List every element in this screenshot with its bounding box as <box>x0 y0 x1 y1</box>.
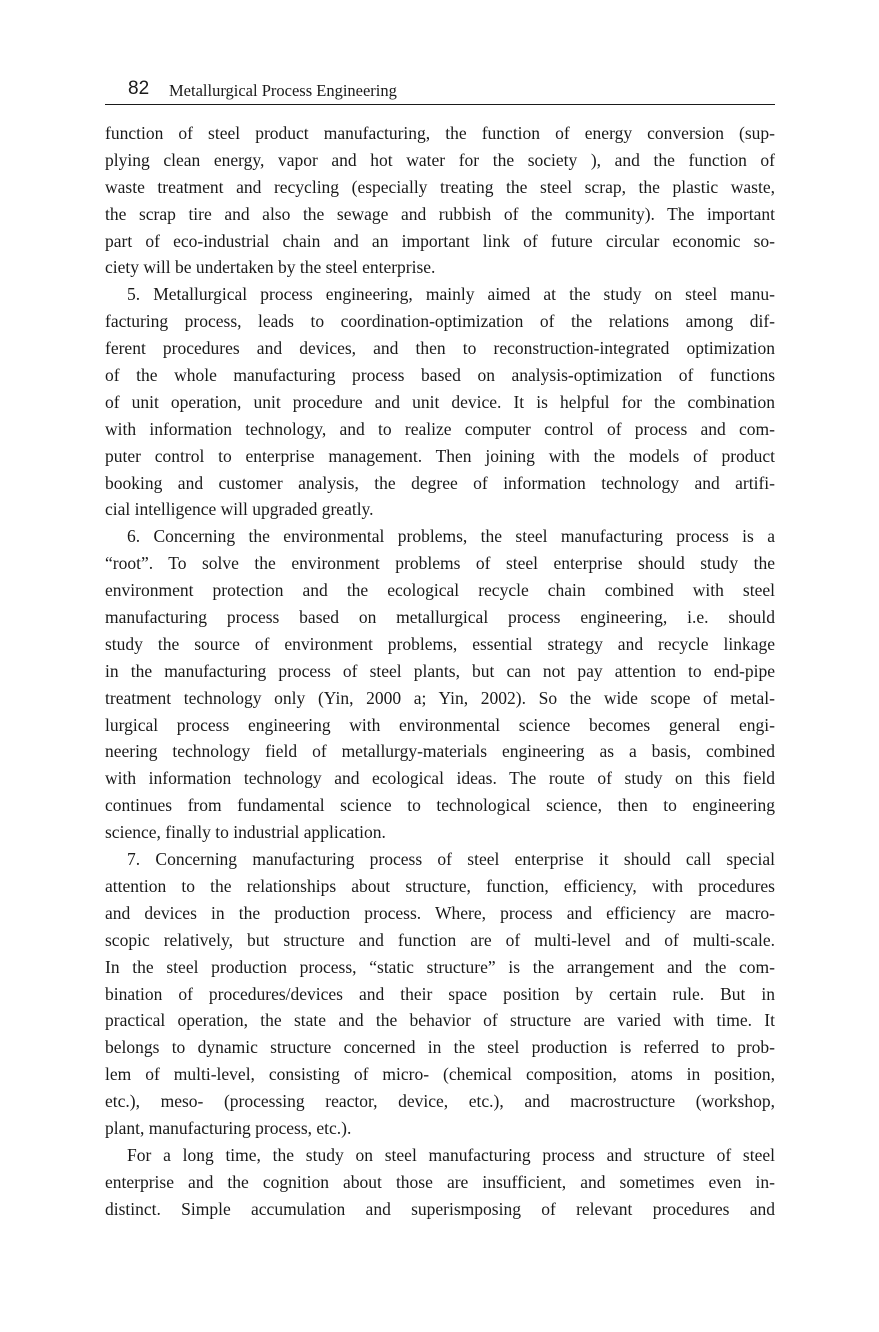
paragraph <box>105 846 775 1142</box>
text-line: with information technology, and to realize computer control of process and com- <box>105 418 775 439</box>
text-line: science, finally to industrial application. <box>105 822 386 843</box>
text-line: waste treatment and recycling (especially treating the steel scrap, the plastic waste, <box>105 176 775 197</box>
text-line: 6. Concerning the environmental problems, the steel manufacturing process is a <box>127 526 775 547</box>
paragraph <box>105 120 775 281</box>
text-line: practical operation, the state and the behavior of structure are varied with time. It <box>105 1010 775 1031</box>
text-line: ferent procedures and devices, and then to reconstruction-integrated optimization <box>105 338 775 359</box>
text-line: function of steel product manufacturing, the function of energy conversion (sup- <box>105 123 775 143</box>
text-line: with information technology and ecological ideas. The route of study on this field <box>105 768 775 789</box>
text-line: part of eco-industrial chain and an important link of future circular economic so- <box>105 230 775 251</box>
text-line: and devices in the production process. Where, process and efficiency are macro- <box>105 902 775 923</box>
text-line: belongs to dynamic structure concerned in the steel production is referred to prob- <box>105 1037 775 1058</box>
text-line: treatment technology only (Yin, 2000 a; Yin, 2002). So the wide scope of metal- <box>105 687 775 708</box>
text-line: facturing process, leads to coordination-optimization of the relations among dif- <box>105 311 775 332</box>
page-header <box>105 78 775 105</box>
text-line: In the steel production process, “static structure” is the arrangement and the com- <box>105 956 775 977</box>
text-line: plying clean energy, vapor and hot water for the society ), and the function of <box>105 149 775 170</box>
text-line: in the manufacturing process of steel plants, but can not pay attention to end-pipe <box>105 660 775 681</box>
text-line: manufacturing process based on metallurgical process engineering, i.e. should <box>105 607 775 628</box>
text-line: scopic relatively, but structure and function are of multi-level and of multi-scale. <box>105 929 775 950</box>
text-line: of unit operation, unit procedure and unit device. It is helpful for the combination <box>105 391 775 412</box>
text-line: of the whole manufacturing process based on analysis-optimization of functions <box>105 365 775 386</box>
text-line: the scrap tire and also the sewage and rubbish of the community). The important <box>105 203 775 224</box>
text-line: bination of procedures/devices and their space position by certain rule. But in <box>105 983 775 1004</box>
paragraph <box>105 281 775 523</box>
paragraph <box>105 523 775 846</box>
text-line: lem of multi-level, consisting of micro- (chemical composition, atoms in position, <box>105 1064 775 1085</box>
text-line: environment protection and the ecological recycle chain combined with steel <box>105 580 775 601</box>
text-line: enterprise and the cognition about those are insufficient, and sometimes even in- <box>105 1171 775 1192</box>
text-line: ciety will be undertaken by the steel enterprise. <box>105 257 436 278</box>
paragraph <box>105 1142 775 1223</box>
text-line: lurgical process engineering with environmental science becomes general engi- <box>105 714 775 735</box>
text-line: puter control to enterprise management. Then joining with the models of product <box>105 445 775 466</box>
text-line: distinct. Simple accumulation and superismposing of relevant procedures and <box>105 1198 775 1219</box>
text-line: continues from fundamental science to technological science, then to engineering <box>105 795 775 816</box>
text-line: attention to the relationships about structure, function, efficiency, with procedures <box>105 875 775 896</box>
text-line: study the source of environment problems, essential strategy and recycle linkage <box>105 633 775 654</box>
text-line: etc.), meso- (processing reactor, device, etc.), and macrostructure (workshop, <box>105 1091 775 1112</box>
text-line: cial intelligence will upgraded greatly. <box>105 499 374 520</box>
page-number: 82 <box>128 78 150 99</box>
text-line: 5. Metallurgical process engineering, mainly aimed at the study on steel manu- <box>127 284 775 305</box>
text-line: For a long time, the study on steel manufacturing process and structure of steel <box>127 1144 775 1165</box>
text-line: neering technology field of metallurgy-materials engineering as a basis, combined <box>105 741 775 762</box>
text-line: plant, manufacturing process, etc.). <box>105 1117 352 1138</box>
text-line: 7. Concerning manufacturing process of steel enterprise it should call special <box>127 849 775 870</box>
text-line: “root”. To solve the environment problems of steel enterprise should study the <box>105 553 775 574</box>
running-title: Metallurgical Process Engineering <box>169 81 397 100</box>
text-line: booking and customer analysis, the degree of information technology and artifi- <box>105 472 775 493</box>
body-text <box>105 120 775 1223</box>
